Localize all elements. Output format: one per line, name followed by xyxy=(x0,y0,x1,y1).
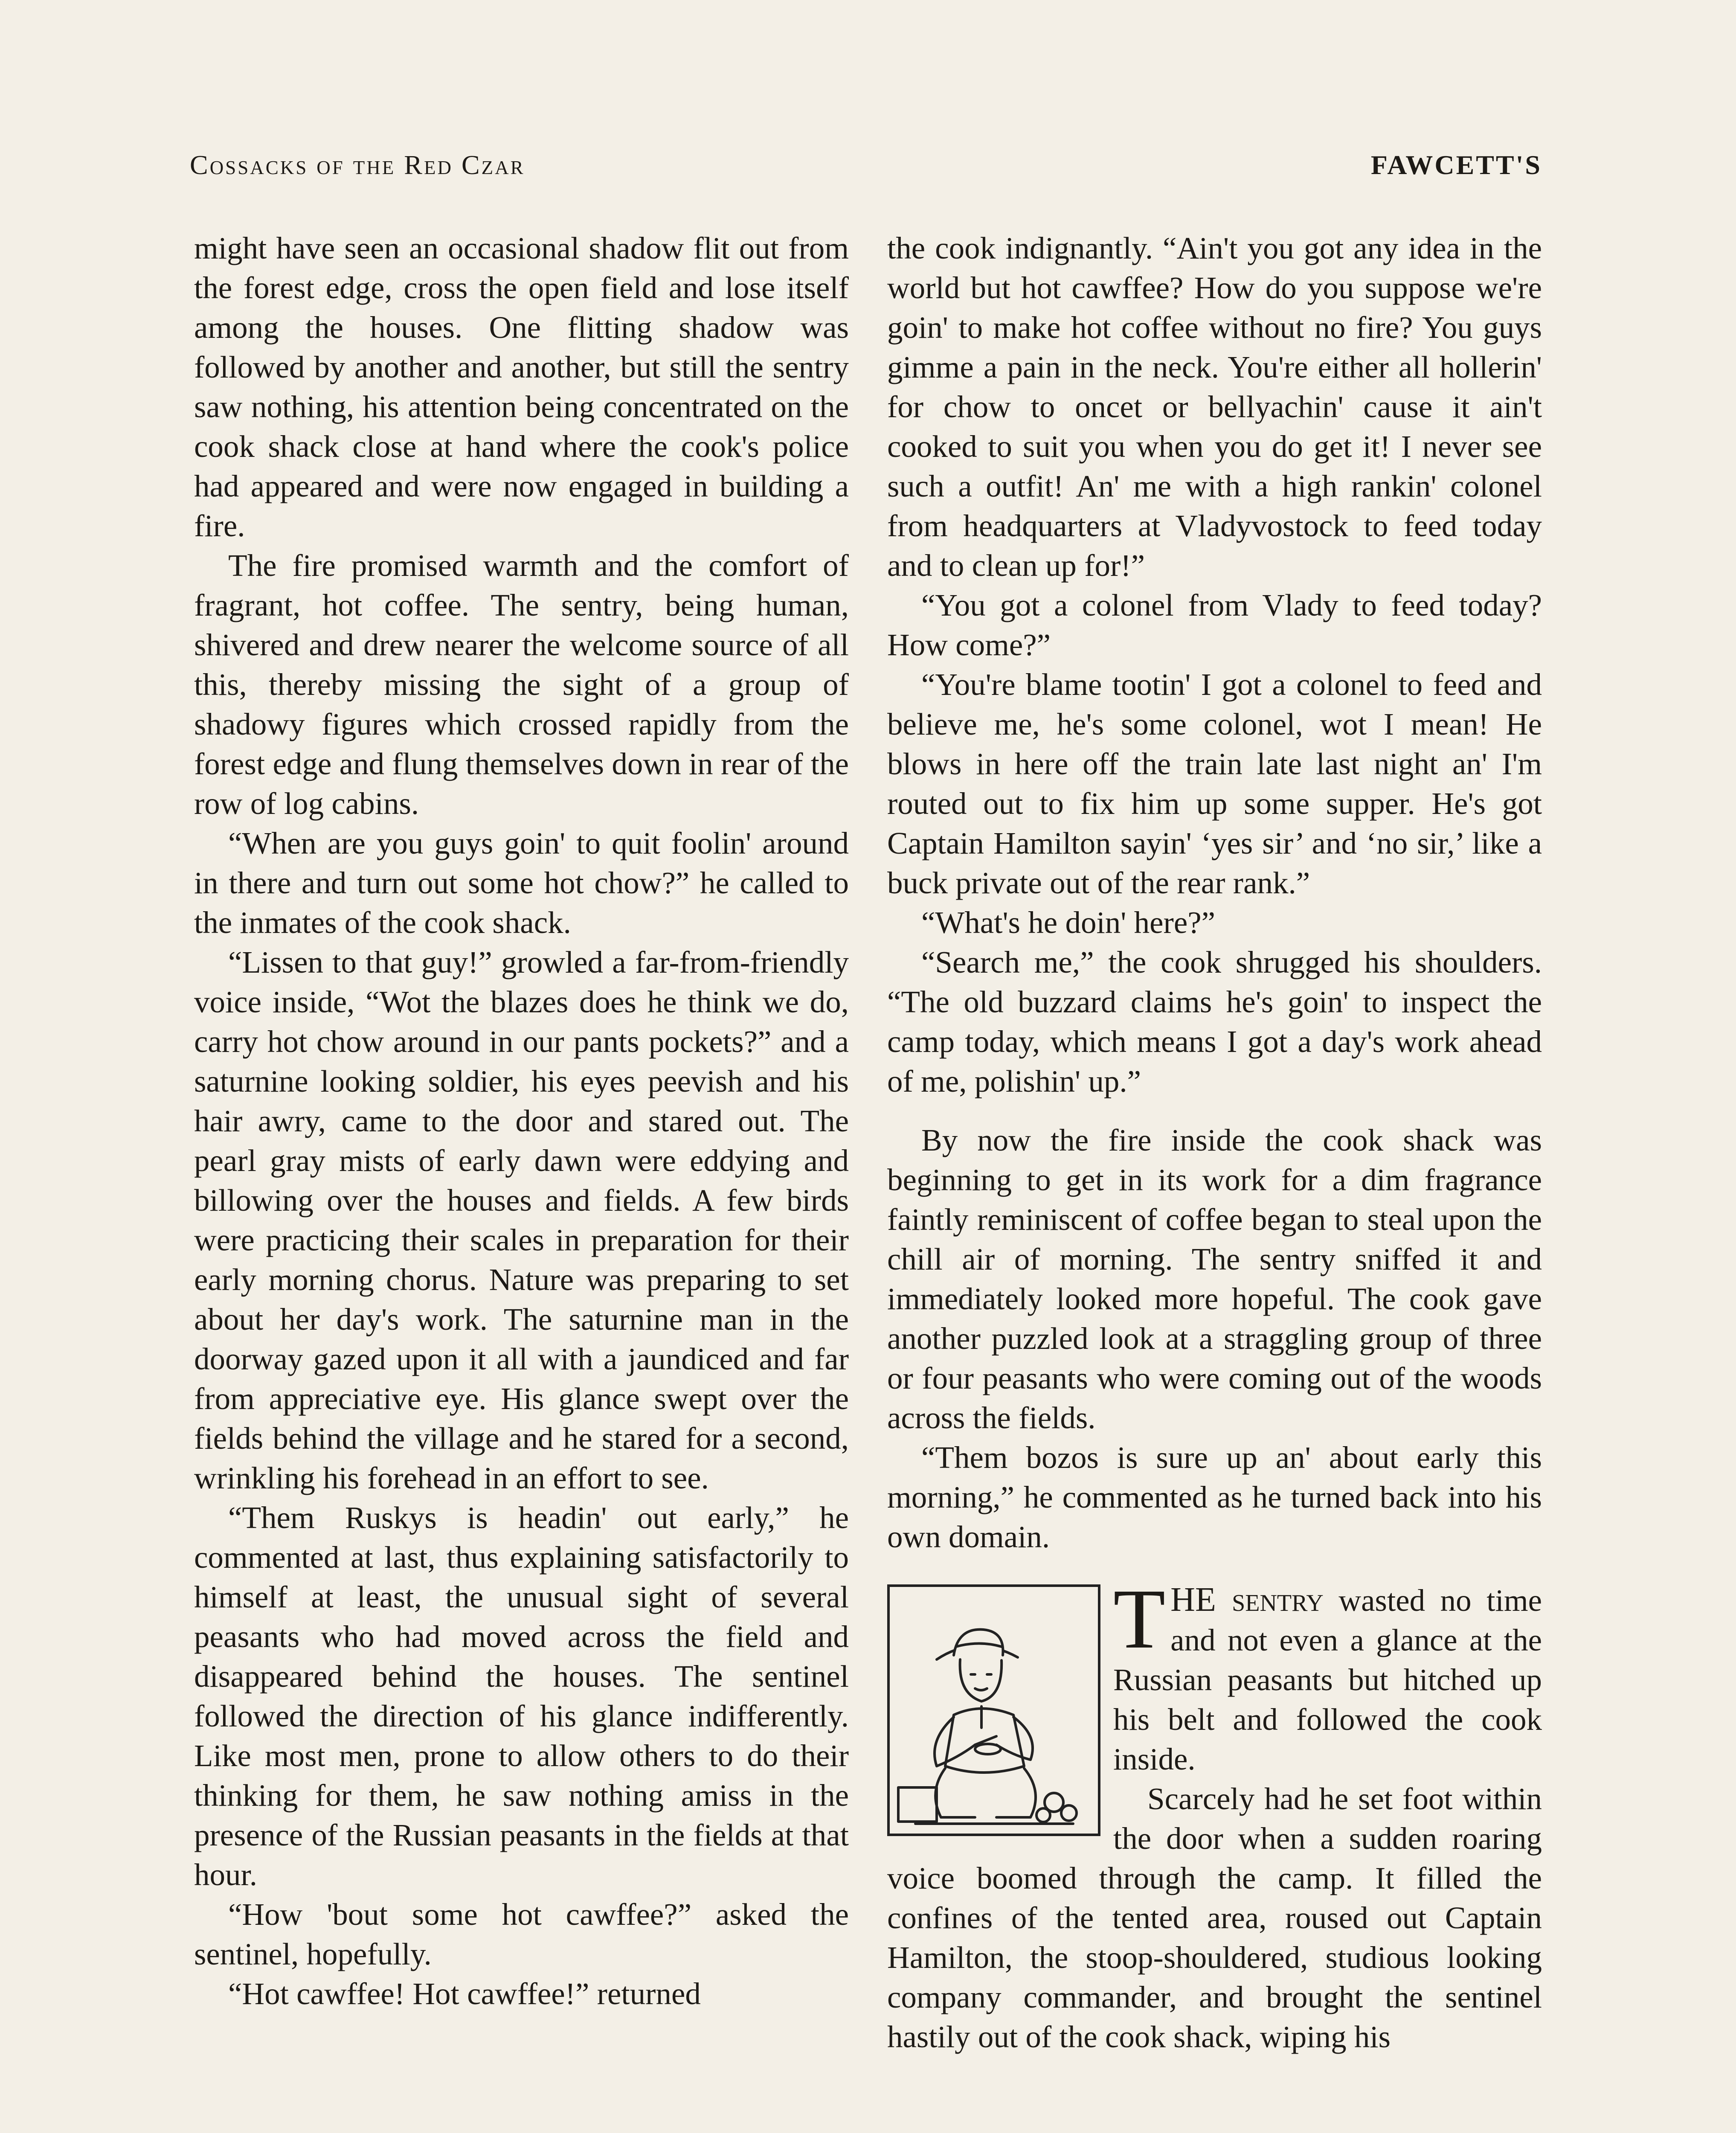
left-column xyxy=(194,228,849,2014)
paragraph: “Them bozos is sure up an' about early this morning,” he commented as he turned back into his own domain. xyxy=(887,1440,1542,1554)
paragraph: “You got a colonel from Vlady to feed today? How come?” xyxy=(887,588,1542,662)
section-opening xyxy=(887,1572,1542,2057)
paragraph: Scarcely had he set foot within the door when a sudden roaring voice boomed through the camp. It filled the confines of the tented area, roused out Captain Hamilton, the stoop-shouldered, studious looking company commander, and brought the sentinel hastily out of the cook shack, wiping his xyxy=(887,1781,1542,2054)
paragraph: The fire promised warmth and the comfort of fragrant, hot coffee. The sentry, being human, shivered and drew nearer the welcome source of all this, thereby missing the sight of a group of shadowy figures which crossed rapidly from the forest edge and flung themselves down in rear of the row of log cabins. xyxy=(194,548,849,821)
paragraph: the cook indignantly. “Ain't you got any idea in the world but hot cawffee? How do you suppose we're goin' to make hot coffee without no fire? You guys gimme a pain in the neck. You're either all hollerin' for chow to oncet or bellyachin' cause it ain't cooked to suit you when you do get it! I never see such a outfit! An' me with a high rankin' colonel from headquarters at Vladyvostock to feed today and to clean up for!” xyxy=(887,231,1542,583)
cook-illustration xyxy=(887,1584,1100,1836)
paragraph: “How 'bout some hot cawffee?” asked the sentinel, hopefully. xyxy=(194,1897,849,1971)
paragraph: “What's he doin' here?” xyxy=(921,905,1216,940)
paragraph: By now the fire inside the cook shack was beginning to get in its work for a dim fragrance faintly reminiscent of coffee began to steal upon the chill air of morning. The sentry sniffed it and immediately looked more hopeful. The cook gave another puzzled look at a straggling group of three or four peasants who were coming out of the woods across the fields. xyxy=(887,1123,1542,1435)
paragraph: “Search me,” the cook shrugged his shoulders. “The old buzzard claims he's goin' to inspect the camp today, which means I got a day's work ahead of me, polishin' up.” xyxy=(887,945,1542,1098)
paragraph: “Hot cawffee! Hot cawffee!” returned xyxy=(228,1976,701,2011)
paragraph: “Them Ruskys is headin' out early,” he commented at last, thus explaining satisfactorily to himself at least, the unusual sight of several peasants who had moved across the field and disappeared behind the houses. The sentinel followed the direction of his glance indifferently. Like most men, prone to allow others to do their thinking for them, he saw nothing amiss in the presence of the Russian peasants in the fields at that hour. xyxy=(194,1500,849,1892)
paragraph: “You're blame tootin' I got a colonel to feed and believe me, he's some colonel, wot I mean! He blows in here off the train late last night an' I'm routed out to fix him up some supper. He's got Captain Hamilton sayin' ‘yes sir’ and ‘no sir,’ like a buck private out of the rear rank.” xyxy=(887,667,1542,900)
magazine-name-header: FAWCETT'S xyxy=(1370,150,1542,180)
lead-in: HE sentry xyxy=(1170,1581,1324,1619)
paragraph: “Lissen to that guy!” growled a far-from-friendly voice inside, “Wot the blazes does he think we do, carry hot chow around in our pants pockets?” and a saturnine looking soldier, his eyes peevish and his hair awry, came to the door and stared out. The pearl gray mists of early dawn were eddying and billowing over the houses and fields. A few birds were practicing their scales in preparation for their early morning chorus. Nature was preparing to set about her day's work. The saturnine man in the doorway gazed upon it all with a jaundiced and far from appreciative eye. His glance swept over the fields behind the village and he stared for a second, wrinkling his forehead in an effort to see. xyxy=(194,945,849,1495)
story-title-header: Cossacks of the Red Czar xyxy=(190,150,525,180)
paragraph: might have seen an occasional shadow flit out from the forest edge, cross the open field and lose itself among the houses. One flitting shadow was followed by another and another, but still the sentry saw nothing, his attention being concentrated on the cook shack close at hand where the cook's police had appeared and were now engaged in building a fire. xyxy=(194,231,849,543)
drop-cap: T xyxy=(1113,1572,1166,1666)
right-column xyxy=(887,228,1542,2057)
paragraph-rest: wasted no time and not even a glance at the Russian peasants but hitched up his belt and followed the cook inside. xyxy=(1113,1583,1542,1776)
paragraph: “When are you guys goin' to quit foolin' around in there and turn out some hot chow?” he called to the inmates of the cook shack. xyxy=(194,826,849,940)
running-head xyxy=(190,149,1542,188)
